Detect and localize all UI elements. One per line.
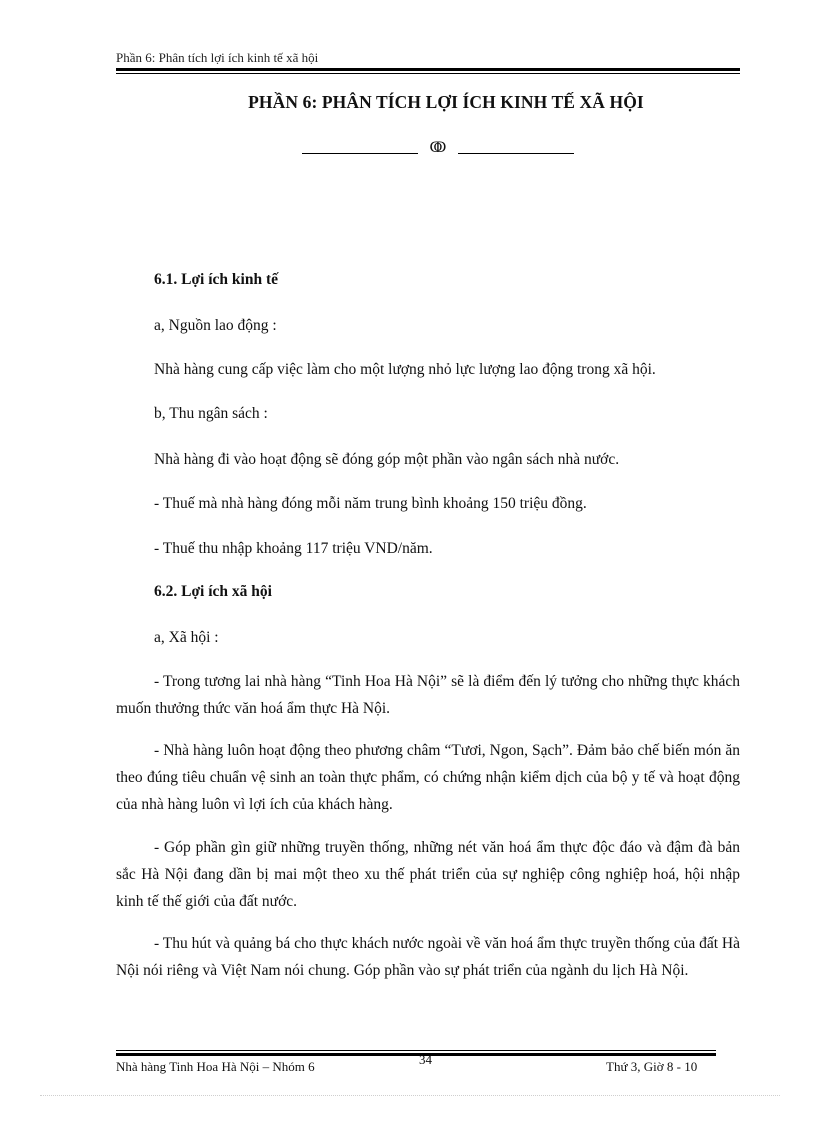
bullet-motto: - Nhà hàng luôn hoạt động theo phương châm “Tươi, Ngon, Sạch”. Đảm bảo chế biến món ăn theo đúng tiêu chuẩn vệ sinh an toàn thực phẩm, có chứng nhận kiểm dịch của bộ y tế và hoạt động của nhà hàng luôn vì lợi ích của khách hàng.	[116, 742, 740, 813]
page-number: 34	[419, 1052, 432, 1067]
bullet-income-tax: - Thuế thu nhập khoảng 117 triệu VND/năm.	[154, 540, 433, 557]
footer-right-text: Thứ 3, Giờ 8 - 10	[606, 1059, 698, 1074]
footer-left-text: Nhà hàng Tinh Hoa Hà Nội – Nhóm 6	[116, 1059, 315, 1074]
page-bottom-divider	[40, 1095, 780, 1096]
bullet-tax-annual: - Thuế mà nhà hàng đóng mỗi năm trung bình khoảng 150 triệu đồng.	[154, 495, 587, 512]
header-rule-thick	[116, 68, 740, 71]
paragraph-labor: Nhà hàng cung cấp việc làm cho một lượng nhỏ lực lượng lao động trong xã hội.	[154, 361, 656, 378]
paragraph-budget: Nhà hàng đi vào hoạt động sẽ đóng góp một phần vào ngân sách nhà nước.	[154, 451, 620, 468]
page-title: PHẦN 6: PHÂN TÍCH LỢI ÍCH KINH TẾ XÃ HỘI	[248, 92, 644, 112]
running-header: Phần 6: Phân tích lợi ích kinh tế xã hội	[116, 50, 319, 65]
section-heading-6-1: 6.1. Lợi ích kinh tế	[154, 271, 278, 288]
ornament-line-left	[302, 153, 418, 154]
bullet-destination: - Trong tương lai nhà hàng “Tinh Hoa Hà Nội” sẽ là điểm đến lý tưởng cho những thực khách muốn thưởng thức văn hoá ẩm thực Hà Nội.	[116, 673, 740, 717]
footer-rule-thin	[116, 1050, 716, 1051]
section-heading-6-2: 6.2. Lợi ích xã hội	[154, 583, 272, 600]
bullet-tourism: - Thu hút và quảng bá cho thực khách nước ngoài về văn hoá ẩm thực truyền thống của đất Hà Nội nói riêng và Việt Nam nói chung. Góp phần vào sự phát triển của ngành du lịch Hà Nội.	[116, 935, 740, 979]
header-rule-thin	[116, 73, 740, 74]
subheading-budget: b, Thu ngân sách :	[154, 405, 268, 422]
subheading-labor: a, Nguồn lao động :	[154, 317, 277, 334]
bullet-tradition: - Góp phần gìn giữ những truyền thống, những nét văn hoá ẩm thực độc đáo và đậm đà bản sắc Hà Nội đang dần bị mai một theo xu thế phát triển của sự nghiệp công nghiệp hoá, hội nhập kinh tế thế giới của đất nước.	[116, 839, 740, 910]
ornament-line-right	[458, 153, 574, 154]
subheading-society: a, Xã hội :	[154, 629, 219, 646]
footer-rule-thick	[116, 1053, 716, 1056]
title-ornament	[302, 142, 574, 158]
ornament-flourish-icon: ↂ	[429, 141, 447, 156]
